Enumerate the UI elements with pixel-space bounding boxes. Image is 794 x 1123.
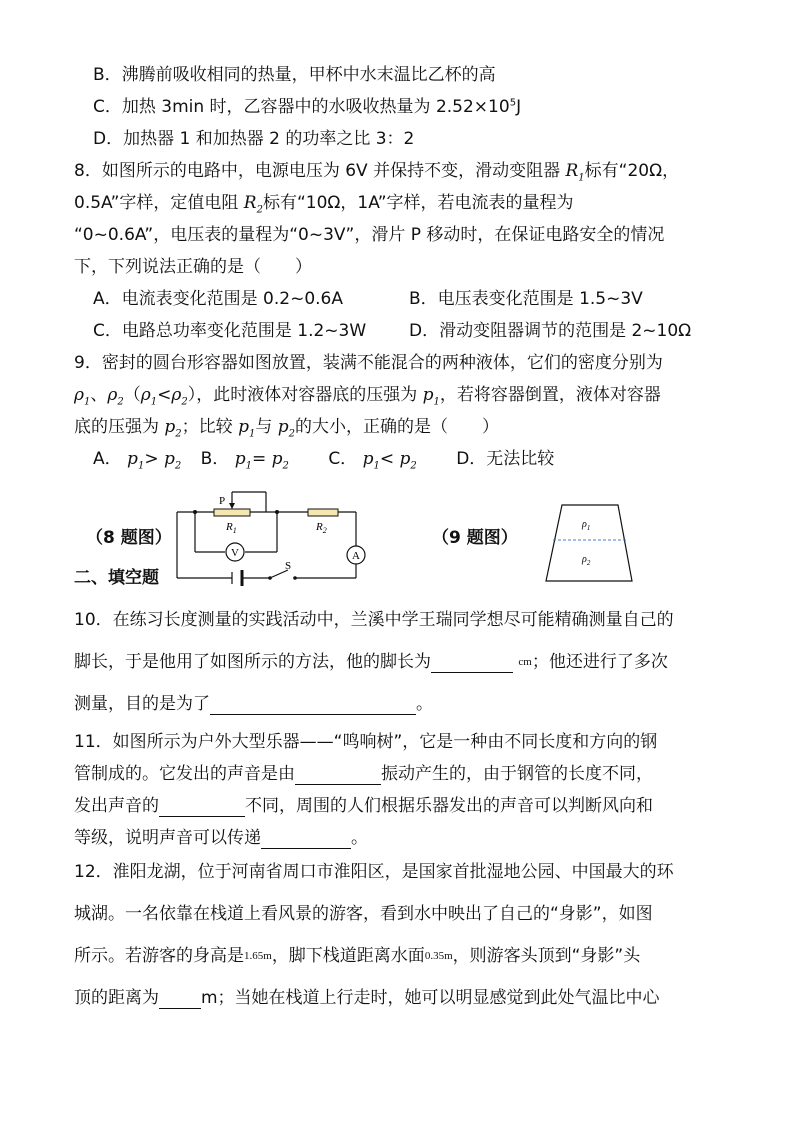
q9-option-a: A． $p_1> p_2$ — [93, 449, 182, 472]
container-diagram — [540, 500, 640, 586]
q12-line2: 城湖。一名依靠在栈道上看风景的游客，看到水中映出了自己的“身影”，如图 — [74, 904, 653, 924]
q12-blank-1[interactable] — [159, 990, 201, 1009]
q10-line2: 脚长，于是他用了如图所示的方法，他的脚长为 $^{cm}$；他还进行了多次 — [74, 652, 668, 672]
q7-option-d: D．加热器 1 和加热器 2 的功率之比 3：2 — [93, 129, 415, 149]
q8-stem-line1: 8．如图所示的电路中，电源电压为 6V 并保持不变，滑动变阻器 $R_1$标有“20Ω， — [74, 161, 680, 184]
q11-blank-1[interactable] — [295, 766, 381, 785]
q11-blank-2[interactable] — [159, 798, 245, 817]
q10-line1: 10．在练习长度测量的实践活动中，兰溪中学王瑞同学想尽可能精确测量自己的 — [74, 610, 674, 630]
q8-stem-line3: “0~0.6A”，电压表的量程为“0~3V”，滑片 P 移动时，在保证电路安全的情况 — [74, 225, 665, 245]
voltmeter-icon: V — [231, 547, 239, 559]
q10-blank-2[interactable] — [210, 696, 416, 715]
q8-option-b: B．电压表变化范围是 1.5~3V — [409, 289, 643, 309]
q9-option-b: B． $p_1= p_2$ — [200, 449, 289, 472]
q7-option-b: B．沸腾前吸收相同的热量，甲杯中水末温比乙杯的高 — [93, 65, 496, 85]
q8-option-a: A．电流表变化范围是 0.2~0.6A — [93, 289, 343, 309]
section-title: 二、填空题 — [74, 568, 159, 588]
slider-arrow — [229, 503, 235, 509]
q8-option-d: D．滑动变阻器调节的范围是 2~10Ω — [409, 321, 692, 341]
q10-line3: 测量，目的是为了 。 — [74, 694, 433, 714]
q9-stem-line2: $\rho_1$、$\rho_2(\rho_1<\rho_2)$，此时液体对容器底的压强为 $p_1$，若将容器倒置，液体对容器 — [74, 385, 661, 408]
label-rho1: $\rho_1$ — [582, 519, 591, 532]
label-r1: $R_1$ — [226, 521, 237, 535]
q8-stem-line4: 下，下列说法正确的是（ ） — [74, 257, 312, 277]
q11-line2: 管制成的。它发出的声音是由 振动产生的，由于钢管的长度不同， — [74, 764, 653, 784]
label-rho2: $\rho_2$ — [582, 554, 591, 567]
q9-stem-line3: 底的压强为 $p_2$；比较 $p_1$与 $p_2$的大小，正确的是（ ） — [74, 417, 500, 440]
q11-line3: 发出声音的 不同，周围的人们根据乐器发出的声音可以判断风向和 — [74, 796, 653, 816]
circuit-diagram — [170, 488, 380, 588]
fig8-label: （8 题图） — [86, 528, 172, 548]
label-p: P — [219, 495, 226, 507]
q10-blank-1[interactable] — [431, 654, 513, 673]
rheostat-r1 — [214, 509, 250, 516]
label-s: S — [285, 560, 292, 572]
q11-line1: 11．如图所示为户外大型乐器——“鸣响树”，它是一种由不同长度和方向的钢 — [74, 732, 658, 752]
fig9-label: （9 题图） — [432, 528, 518, 548]
q12-line1: 12．淮阳龙湖，位于河南省周口市淮阳区，是国家首批湿地公园、中国最大的环 — [74, 862, 674, 882]
q9-option-c: C． $p_1< p_2$ — [328, 449, 417, 472]
q11-line4: 等级，说明声音可以传递 。 — [74, 828, 368, 848]
ammeter-icon: A — [352, 550, 360, 562]
q12-line4: 顶的距离为 m；当她在栈道上行走时，她可以明显感觉到此处气温比中心 — [74, 988, 660, 1008]
q11-blank-3[interactable] — [261, 830, 351, 849]
q9-stem-line1: 9．密封的圆台形容器如图放置，装满不能混合的两种液体，它们的密度分别为 — [74, 353, 663, 373]
q8-stem-line2: 0.5A”字样，定值电阻 $R_2$标有“10Ω，1A”字样，若电流表的量程为 — [74, 193, 574, 216]
q12-line3: 所示。若游客的身高是$^{1.65m}$，脚下栈道距离水面$^{0.35m}$，则游客头顶到“身影”头 — [74, 946, 641, 966]
q7-option-c: C．加热 3min 时，乙容器中的水吸收热量为 $2.52\times 10^5J$ — [93, 97, 522, 117]
label-r2: $R_2$ — [316, 521, 327, 535]
q8-option-c: C．电路总功率变化范围是 1.2~3W — [93, 321, 367, 341]
q9-option-d: D．无法比较 — [456, 449, 555, 469]
q9-options — [93, 448, 554, 470]
resistor-r2 — [308, 509, 338, 516]
